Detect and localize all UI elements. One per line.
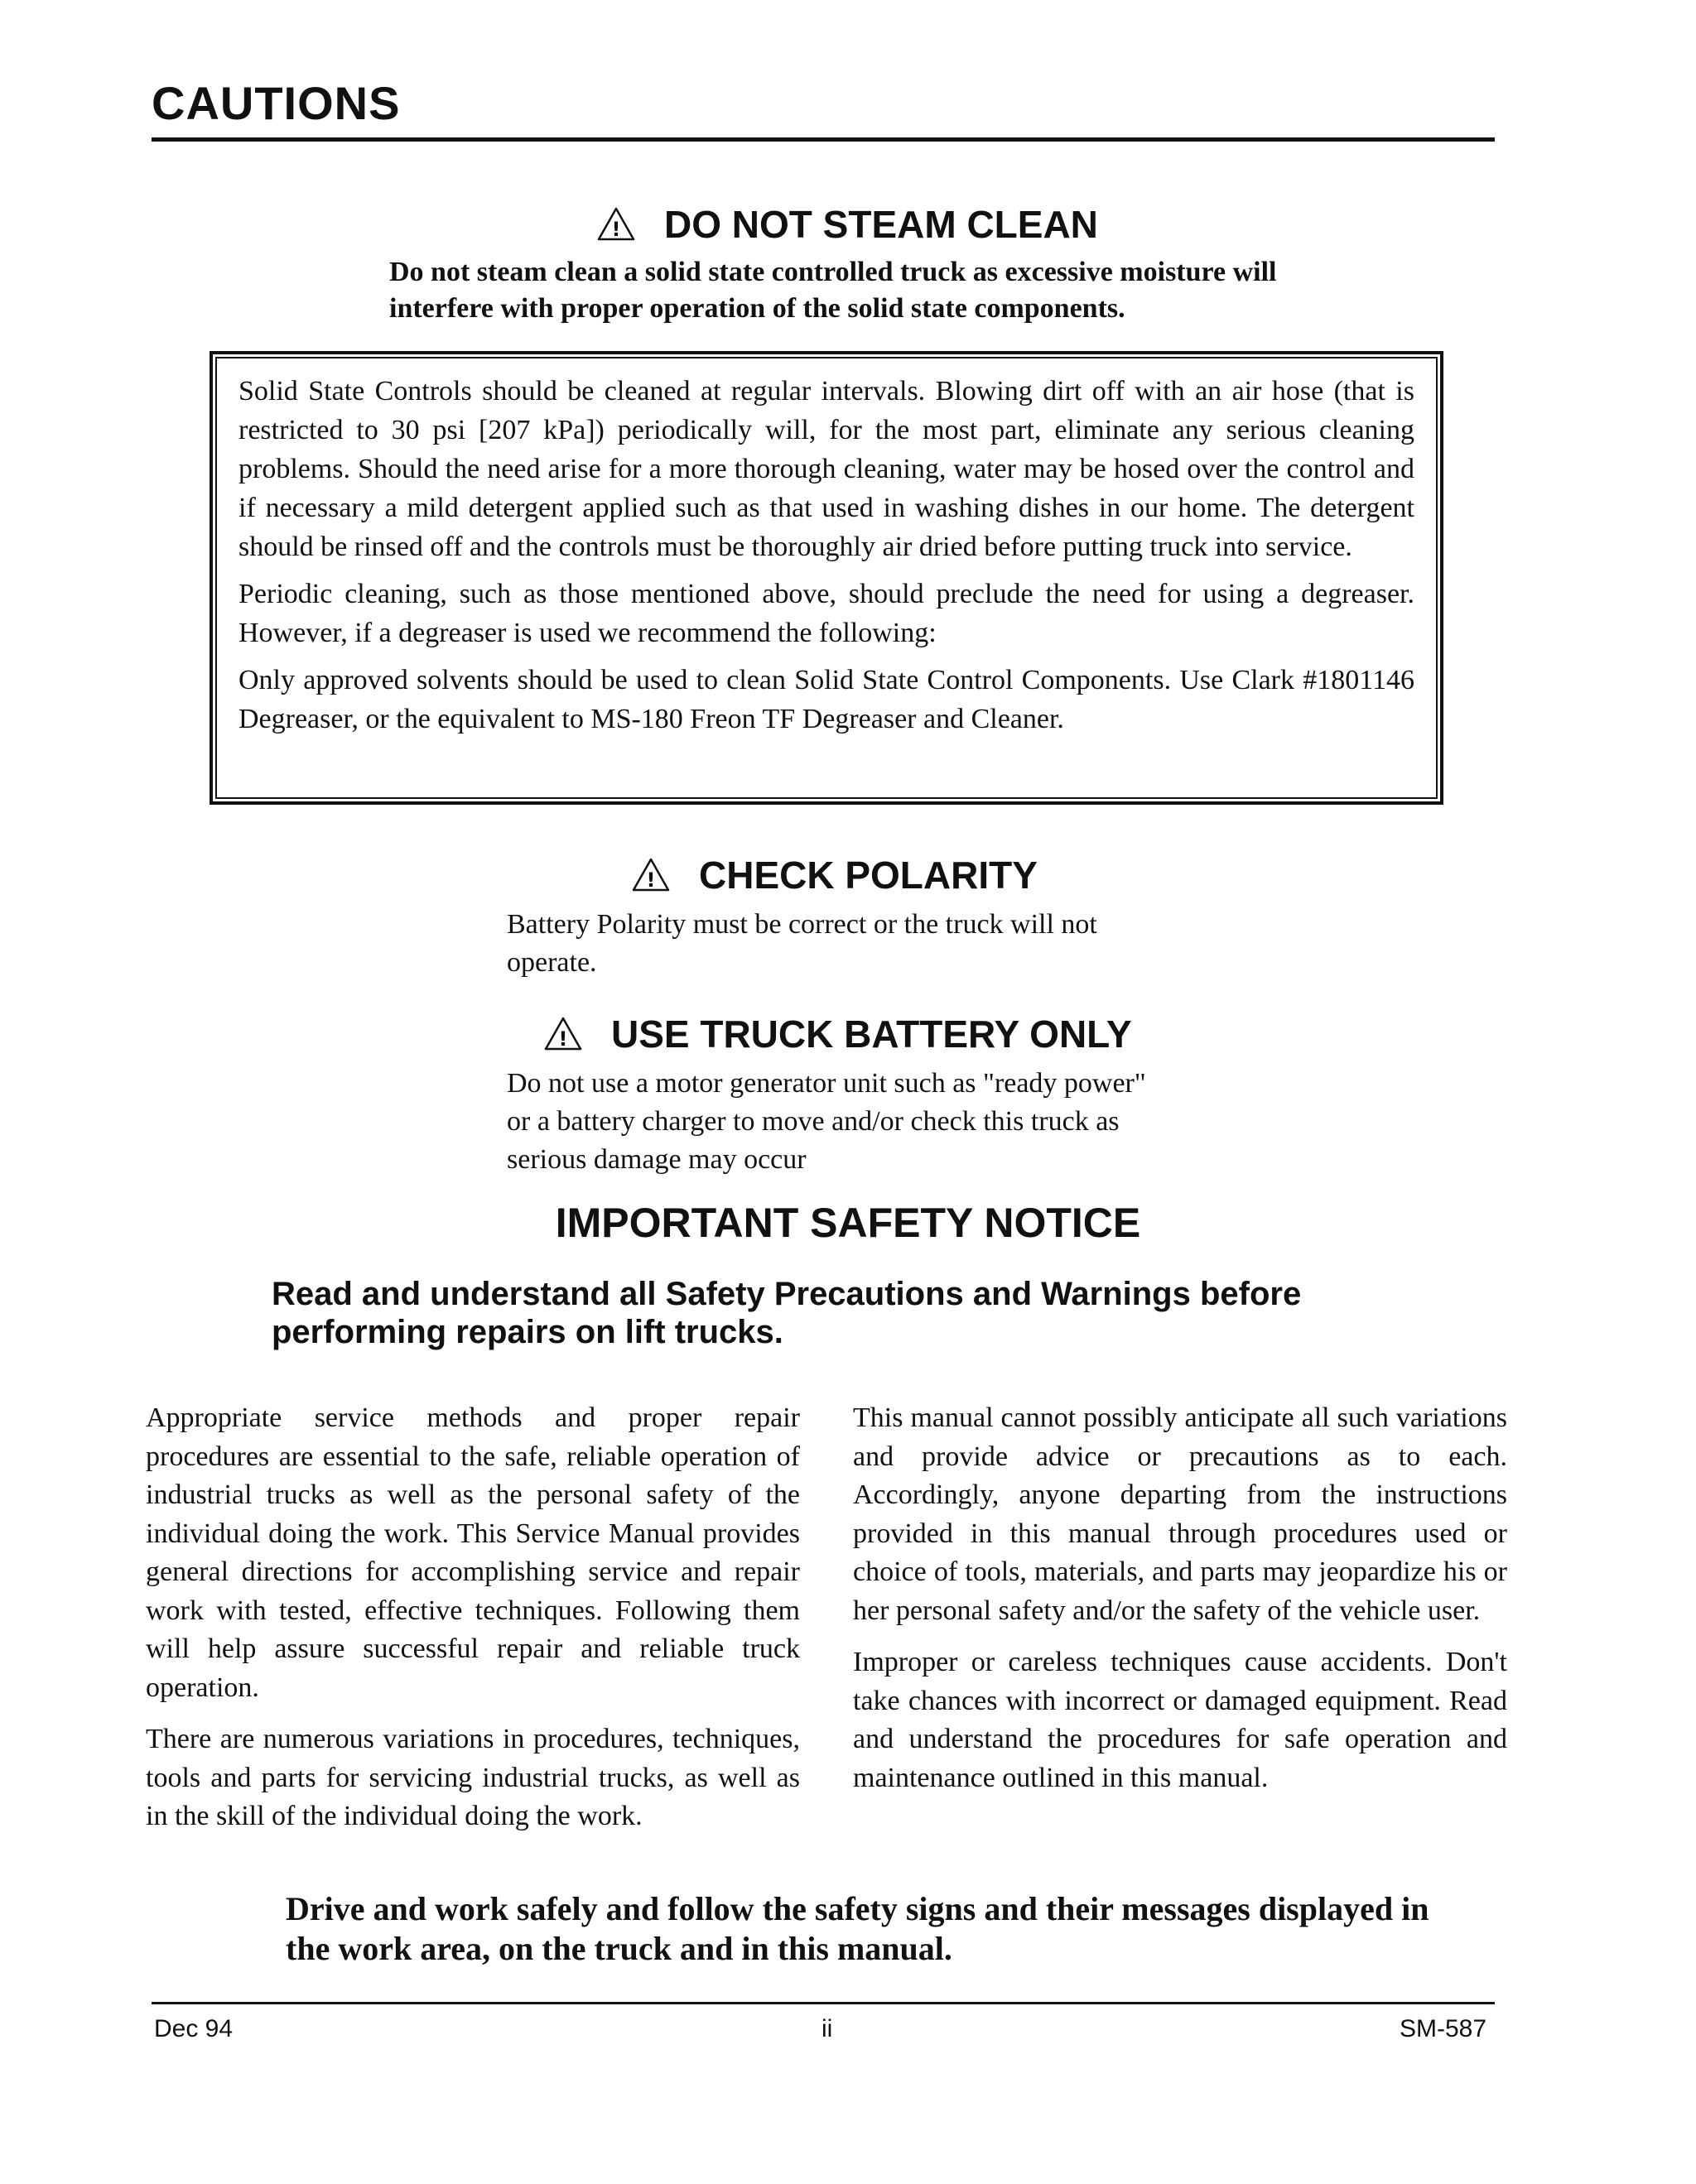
svg-text:!: ! (646, 868, 656, 892)
notice-paragraph: This manual cannot possibly anticipate all such variations and provide advice or precautions as to each. Accordingly, anyone departing from the instructions provided in this manual through procedures used or choice of tools, materials, and parts may jeopardize his or her personal safety and/or the safety of the vehicle user. (853, 1402, 1507, 1626)
page-title: CAUTIONS (152, 77, 401, 129)
check-polarity-heading-text: CHECK POLARITY (699, 854, 1038, 897)
check-polarity-heading (631, 853, 1038, 897)
steam-clean-warning: Do not steam clean a solid state controlled truck as excessive moisture will interfere with proper operation of the solid state components. (389, 257, 1277, 324)
truck-battery-text: Do not use a motor generator unit such as "ready power" or a battery charger to move and/or check this truck as serious damage may occur (507, 1068, 1146, 1175)
footer-page-number: ii (822, 2015, 833, 2042)
footer-divider (152, 2002, 1495, 2004)
closing-statement: Drive and work safely and follow the safety signs and their messages displayed in the work area, on the truck and in this manual. (286, 1890, 1429, 1967)
steam-clean-heading (596, 202, 1098, 247)
truck-battery-heading (543, 1012, 1132, 1056)
cleaning-paragraph: Solid State Controls should be cleaned at regular intervals. Blowing dirt off with an air hose (that is restricted to 30 psi [207 kPa]) periodically will, for the most part, eliminate any serious cleaning problems. Should the need arise for a more thorough cleaning, water may be hosed over the control and if necessary a mild detergent applied such as that used in washing dishes in our home. The detergent should be rinsed off and the controls must be thoroughly air dried before putting truck into service. (238, 376, 1414, 562)
notice-paragraph: Improper or careless techniques cause accidents. Don't take chances with incorrect or damaged equipment. Read and understand the procedures for safe operation and maintenance outlined in this manual. (853, 1647, 1507, 1793)
footer-date: Dec 94 (154, 2015, 234, 2042)
svg-text:!: ! (558, 1027, 568, 1051)
cleaning-instructions-box (210, 351, 1443, 805)
warning-triangle-icon (631, 857, 671, 893)
notice-right-column (853, 1399, 1507, 1811)
cleaning-paragraph: Only approved solvents should be used to clean Solid State Control Components. Use Clark #1801146 Degreaser, or the equivalent to MS-180 Freon TF Degreaser and Cleaner. (238, 665, 1414, 734)
notice-paragraph: Appropriate service methods and proper repair procedures are essential to the safe, reliable operation of industrial trucks as well as the personal safety of the individual doing the work. This Service Manual provides general directions for accomplishing service and repair work with tested, effective techniques. Following them will help assure successful repair and reliable truck operation. (146, 1402, 800, 1703)
title-divider (152, 137, 1495, 142)
check-polarity-text: Battery Polarity must be correct or the truck will not operate. (507, 909, 1097, 978)
footer-document-id: SM-587 (1400, 2015, 1487, 2042)
steam-clean-heading-text: DO NOT STEAM CLEAN (664, 203, 1098, 246)
safety-notice-title: IMPORTANT SAFETY NOTICE (555, 1200, 1141, 1246)
warning-triangle-icon (543, 1016, 583, 1052)
cleaning-paragraph: Periodic cleaning, such as those mentioned above, should preclude the need for using a degreaser. However, if a degreaser is used we recommend the following: (238, 579, 1414, 648)
notice-left-column (146, 1399, 800, 1850)
safety-notice-subtitle: Read and understand all Safety Precautions and Warnings before performing repairs on lift trucks. (272, 1276, 1302, 1350)
svg-text:!: ! (611, 218, 621, 241)
notice-paragraph: There are numerous variations in procedures, techniques, tools and parts for servicing industrial trucks, as well as in the skill of the individual doing the work. (146, 1724, 800, 1831)
warning-triangle-icon (596, 206, 636, 243)
truck-battery-heading-text: USE TRUCK BATTERY ONLY (611, 1013, 1132, 1056)
